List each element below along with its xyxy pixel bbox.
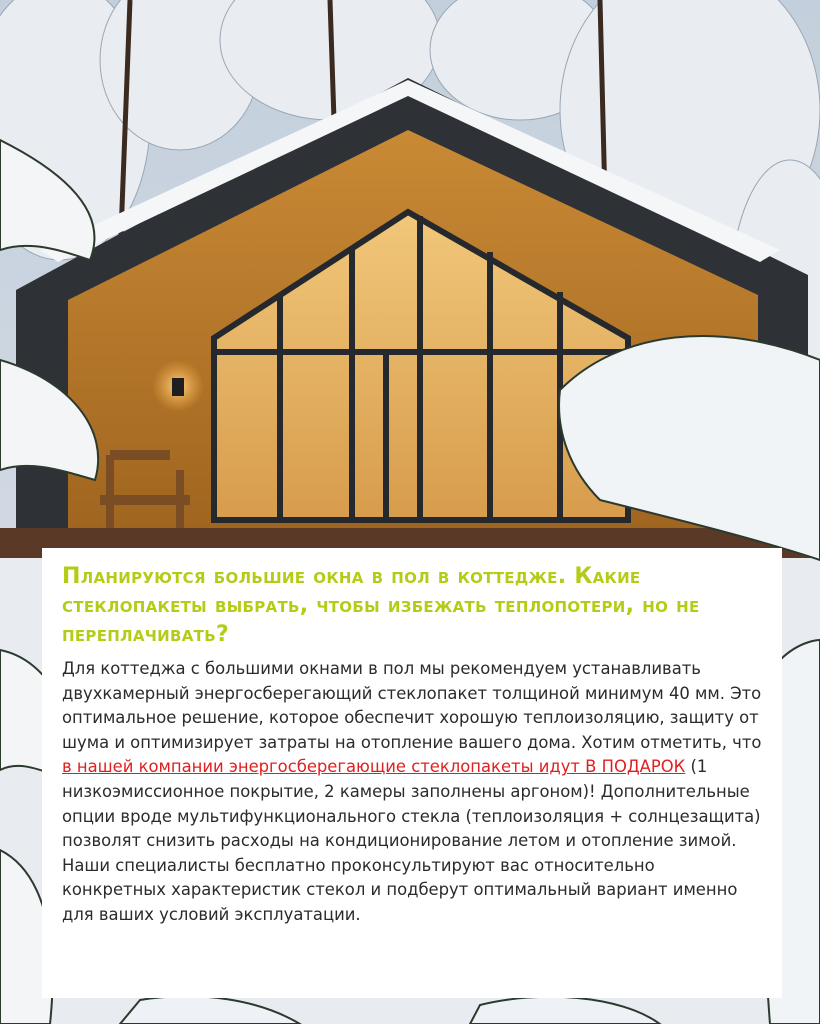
post-body — [62, 657, 762, 928]
info-card — [42, 548, 782, 998]
body-text-details: (1 низкоэмиссионное покрытие, 2 камеры заполнены аргоном)! Дополнительные опции вроде мультифункционального стекла (теплоизоляция + солнцезащита) позволят снизить расходы на кондиционирование летом и отопление зимой. Наши специалисты бесплатно проконсультируют вас относительно конкретных характеристик стекол и подберут оптимальный вариант именно для ваших условий эксплуатации. — [62, 757, 761, 924]
gift-highlight-link[interactable]: в нашей компании энергосберегающие стеклопакеты идут В ПОДАРОК — [62, 757, 686, 777]
body-text-intro: Для коттеджа с большими окнами в пол мы рекомендуем устанавливать двухкамерный энергосберегающий стеклопакет толщиной минимум 40 мм. Это оптимальное решение, которое обеспечит хорошую теплоизоляцию, защиту от шума и оптимизирует затраты на отопление вашего дома. Хотим отметить, что — [62, 659, 762, 752]
post-title: Планируются большие окна в пол в коттедже. Какие стеклопакеты выбрать, чтобы избежать теплопотери, но не переплачивать? — [62, 564, 700, 647]
